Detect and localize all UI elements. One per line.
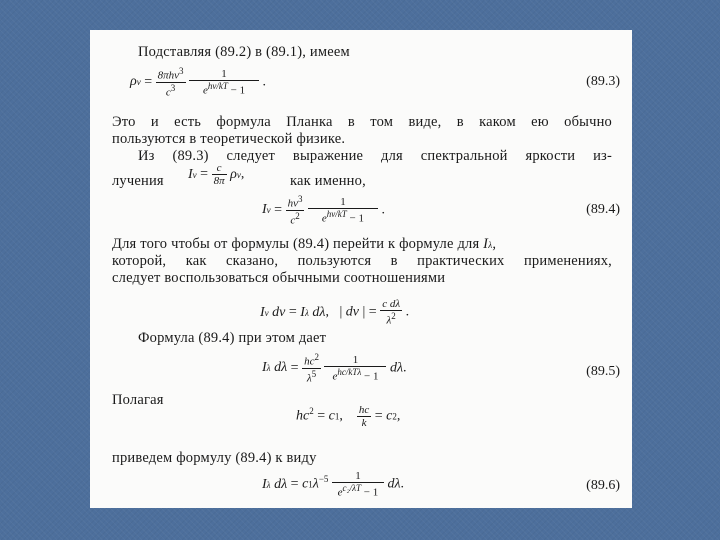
text-line: Подставляя (89.2) в (89.1), имеем bbox=[138, 44, 350, 60]
text-line: следует воспользоваться обычными соотношениями bbox=[112, 270, 446, 286]
equation-number: (89.5) bbox=[586, 364, 620, 379]
inline-equation: Iν = $\frac{c}{8\pi}$ ρν, bbox=[188, 162, 245, 187]
text-line bbox=[112, 236, 496, 253]
equation-89-6: Iλ $d\lambda = c1\lambda^{-5}$ $\frac{1}{e^{c_2/\lambda T} - 1}$ dλ. bbox=[262, 470, 405, 499]
equation-relations: Iν dν = Iλ dλ, | dν | = $\frac{\text{c dλ}}{\lambda^2}$ . bbox=[260, 298, 410, 327]
text-line: которой, как сказано, пользуются в практических применениях, bbox=[112, 253, 612, 269]
text-line: лучения bbox=[112, 173, 164, 189]
equation-89-5: Iλ dλ = $\frac{hc^2}{\lambda^5}$ $\frac{1}{e^{hc/kT\lambda} - 1}$ dλ. bbox=[262, 352, 407, 385]
equation-number: (89.4) bbox=[586, 202, 620, 217]
text-line: Формула (89.4) при этом дает bbox=[138, 330, 327, 346]
equation-number: (89.6) bbox=[586, 478, 620, 493]
text-span: Для того чтобы от формулы (89.4) перейти к формуле для bbox=[112, 236, 480, 252]
text-line: пользуются в теоретической физике. bbox=[112, 131, 346, 147]
equation-89-4: Iν = $\frac{h\nu^3}{c^2}$ $\frac{1}{e^{h\nu/kT} - 1}$ . bbox=[262, 194, 385, 227]
symbol: Iλ, bbox=[483, 236, 497, 252]
text-line: Это и есть формула Планка в том виде, в каком ею обычно bbox=[112, 114, 612, 130]
text-line: Полагая bbox=[112, 392, 164, 408]
text-line: приведем формулу (89.4) к виду bbox=[112, 450, 317, 466]
equation-89-3: ρν = $\frac{8\pi h\nu^3}{c^3}$ $\frac{1}{e^{h\nu/kT} - 1}$ . bbox=[130, 66, 267, 99]
equation-substitution: $hc^2 = c1$, $\frac{hc}{k}$ = c2, bbox=[296, 404, 401, 429]
text-line: Из (89.3) следует выражение для спектральной яркости из- bbox=[138, 148, 612, 164]
text-line: как именно, bbox=[290, 173, 366, 189]
document-page bbox=[90, 30, 632, 508]
equation-number: (89.3) bbox=[586, 74, 620, 89]
